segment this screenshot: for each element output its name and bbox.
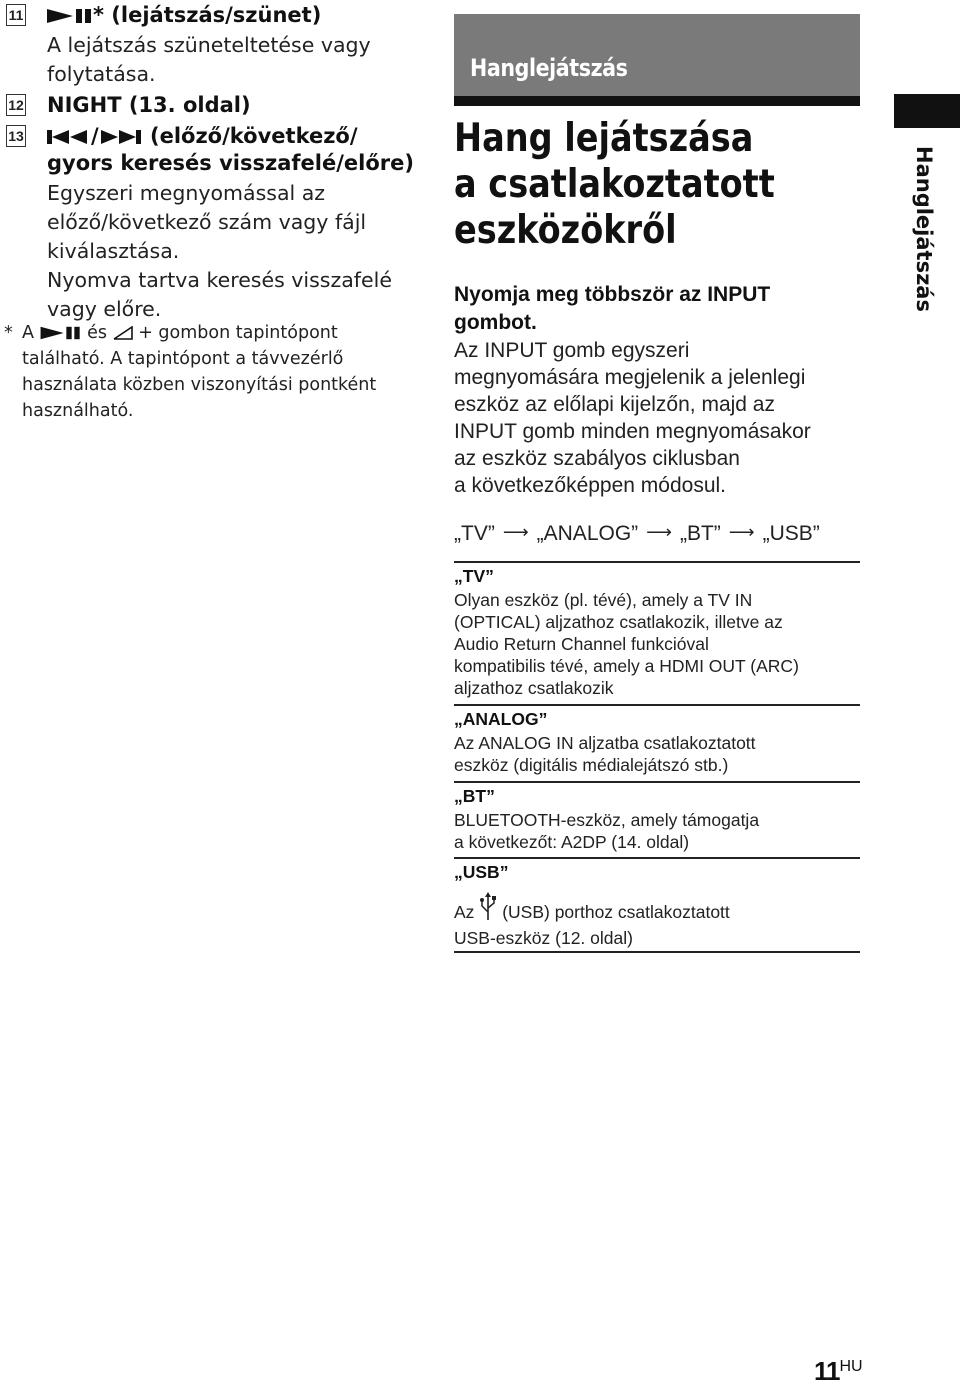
divider xyxy=(454,951,860,953)
item-heading: NIGHT (13. oldal) xyxy=(47,93,251,117)
item-number: 12 xyxy=(6,94,26,116)
section-banner xyxy=(454,14,860,96)
item-heading xyxy=(47,1,321,30)
definition-line: a következőt: A2DP (14. oldal) xyxy=(454,832,690,852)
definition-line: (OPTICAL) aljzathoz csatlakozik, illetve az xyxy=(454,612,783,632)
definition-line xyxy=(454,892,860,927)
footnote-line xyxy=(22,320,422,346)
page-number-suffix: HU xyxy=(839,1358,863,1375)
item-number: 11 xyxy=(6,4,26,26)
description-line: vagy előre. xyxy=(47,297,162,321)
footnote-line: használható. xyxy=(22,401,134,421)
usb-prefix: Az xyxy=(454,902,475,922)
description-line: A lejátszás szüneteltetése vagy xyxy=(47,33,371,57)
footnote-line: használata közben viszonyítási pontként xyxy=(22,375,377,395)
section-banner-rule xyxy=(454,96,860,106)
sequence-item: „BT” xyxy=(679,522,721,545)
definition-body xyxy=(454,892,860,949)
side-tab-label: Hanglejátszás xyxy=(912,146,936,312)
definition-line: USB-eszköz (12. oldal) xyxy=(454,928,633,948)
footnote-word: A xyxy=(22,323,34,343)
play-pause-icon xyxy=(47,7,93,25)
paragraph-line: eszköz az előlapi kijelzőn, majd az xyxy=(454,393,775,416)
footnote-marker: * xyxy=(4,323,13,343)
definition-title: „ANALOG” xyxy=(454,709,548,729)
item-heading-separator: / xyxy=(91,124,99,148)
page-title-line: a csatlakoztatott xyxy=(454,162,775,207)
usb-icon xyxy=(479,892,497,922)
paragraph-line: INPUT gomb minden megnyomásakor xyxy=(454,420,811,443)
description-line: Egyszeri megnyomással az xyxy=(47,181,326,205)
arrow-right-icon: ⟶ xyxy=(728,522,755,542)
definition-body xyxy=(454,809,860,853)
paragraph-line: a következőképpen módosul. xyxy=(454,474,727,497)
sequence-item: „USB” xyxy=(762,522,820,545)
item-heading-text: (előző/következő/ xyxy=(142,124,358,148)
definition-title: „USB” xyxy=(454,862,509,882)
paragraph-line: az eszköz szabályos ciklusban xyxy=(454,447,740,470)
section-banner-title: Hanglejátszás xyxy=(470,54,628,82)
item-description xyxy=(47,31,371,89)
sequence-item: „ANALOG” xyxy=(536,522,639,545)
page-number xyxy=(814,1356,863,1387)
page-title-line: eszközökről xyxy=(454,208,677,253)
definition-line: eszköz (digitális médialejátszó stb.) xyxy=(454,755,729,775)
definition-line: Olyan eszköz (pl. tévé), amely a TV IN xyxy=(454,590,753,610)
item-heading-line2: gyors keresés visszafelé/előre) xyxy=(47,151,414,175)
page-title-line: Hang lejátszása xyxy=(454,116,754,161)
footnote-word: + gombon tapintópont xyxy=(138,323,338,343)
instruction-paragraph xyxy=(454,337,860,499)
page-title xyxy=(454,116,803,254)
definition-body xyxy=(454,589,860,699)
divider xyxy=(454,561,860,563)
item-number: 13 xyxy=(6,125,26,147)
definition-line: kompatibilis tévé, amely a HDMI OUT (ARC) xyxy=(454,656,799,676)
description-line: előző/következő szám vagy fájl xyxy=(47,210,367,234)
divider xyxy=(454,781,860,783)
definition-line: BLUETOOTH-eszköz, amely támogatja xyxy=(454,810,760,830)
input-sequence xyxy=(454,522,860,546)
divider xyxy=(454,704,860,706)
page-number-value: 11 xyxy=(814,1356,840,1386)
volume-icon xyxy=(113,326,133,340)
paragraph-line: Az INPUT gomb egyszeri xyxy=(454,339,690,362)
definition-line: Az ANALOG IN aljzatba csatlakoztatott xyxy=(454,733,756,753)
footnote-line: található. A tapintópont a távvezérlő xyxy=(22,349,344,369)
definition-body xyxy=(454,732,860,776)
sequence-item: „TV” xyxy=(454,522,495,545)
usb-suffix: (USB) porthoz csatlakoztatott xyxy=(502,902,730,922)
instruction-line: Nyomja meg többször az INPUT xyxy=(454,283,771,306)
definition-title: „TV” xyxy=(454,566,494,586)
item-description xyxy=(47,179,392,324)
footnote-word: és xyxy=(87,323,108,343)
definition-title: „BT” xyxy=(454,786,495,806)
play-pause-icon xyxy=(40,325,82,341)
description-line: Nyomva tartva keresés visszafelé xyxy=(47,268,392,292)
next-icon xyxy=(99,128,143,146)
previous-icon xyxy=(47,128,91,146)
arrow-right-icon: ⟶ xyxy=(502,522,529,542)
definition-line: Audio Return Channel funkcióval xyxy=(454,634,709,654)
arrow-right-icon: ⟶ xyxy=(646,522,672,542)
instruction-line: gombot. xyxy=(454,311,537,334)
instruction-heading xyxy=(454,281,860,337)
description-line: kiválasztása. xyxy=(47,239,180,263)
footnote-text xyxy=(22,320,422,424)
item-heading-text: * (lejátszás/szünet) xyxy=(93,3,322,27)
item-heading xyxy=(47,122,358,151)
description-line: folytatása. xyxy=(47,62,156,86)
side-tab-marker xyxy=(894,94,960,128)
paragraph-line: megnyomására megjelenik a jelenlegi xyxy=(454,366,806,389)
divider xyxy=(454,857,860,859)
definition-line: aljzathoz csatlakozik xyxy=(454,678,614,698)
